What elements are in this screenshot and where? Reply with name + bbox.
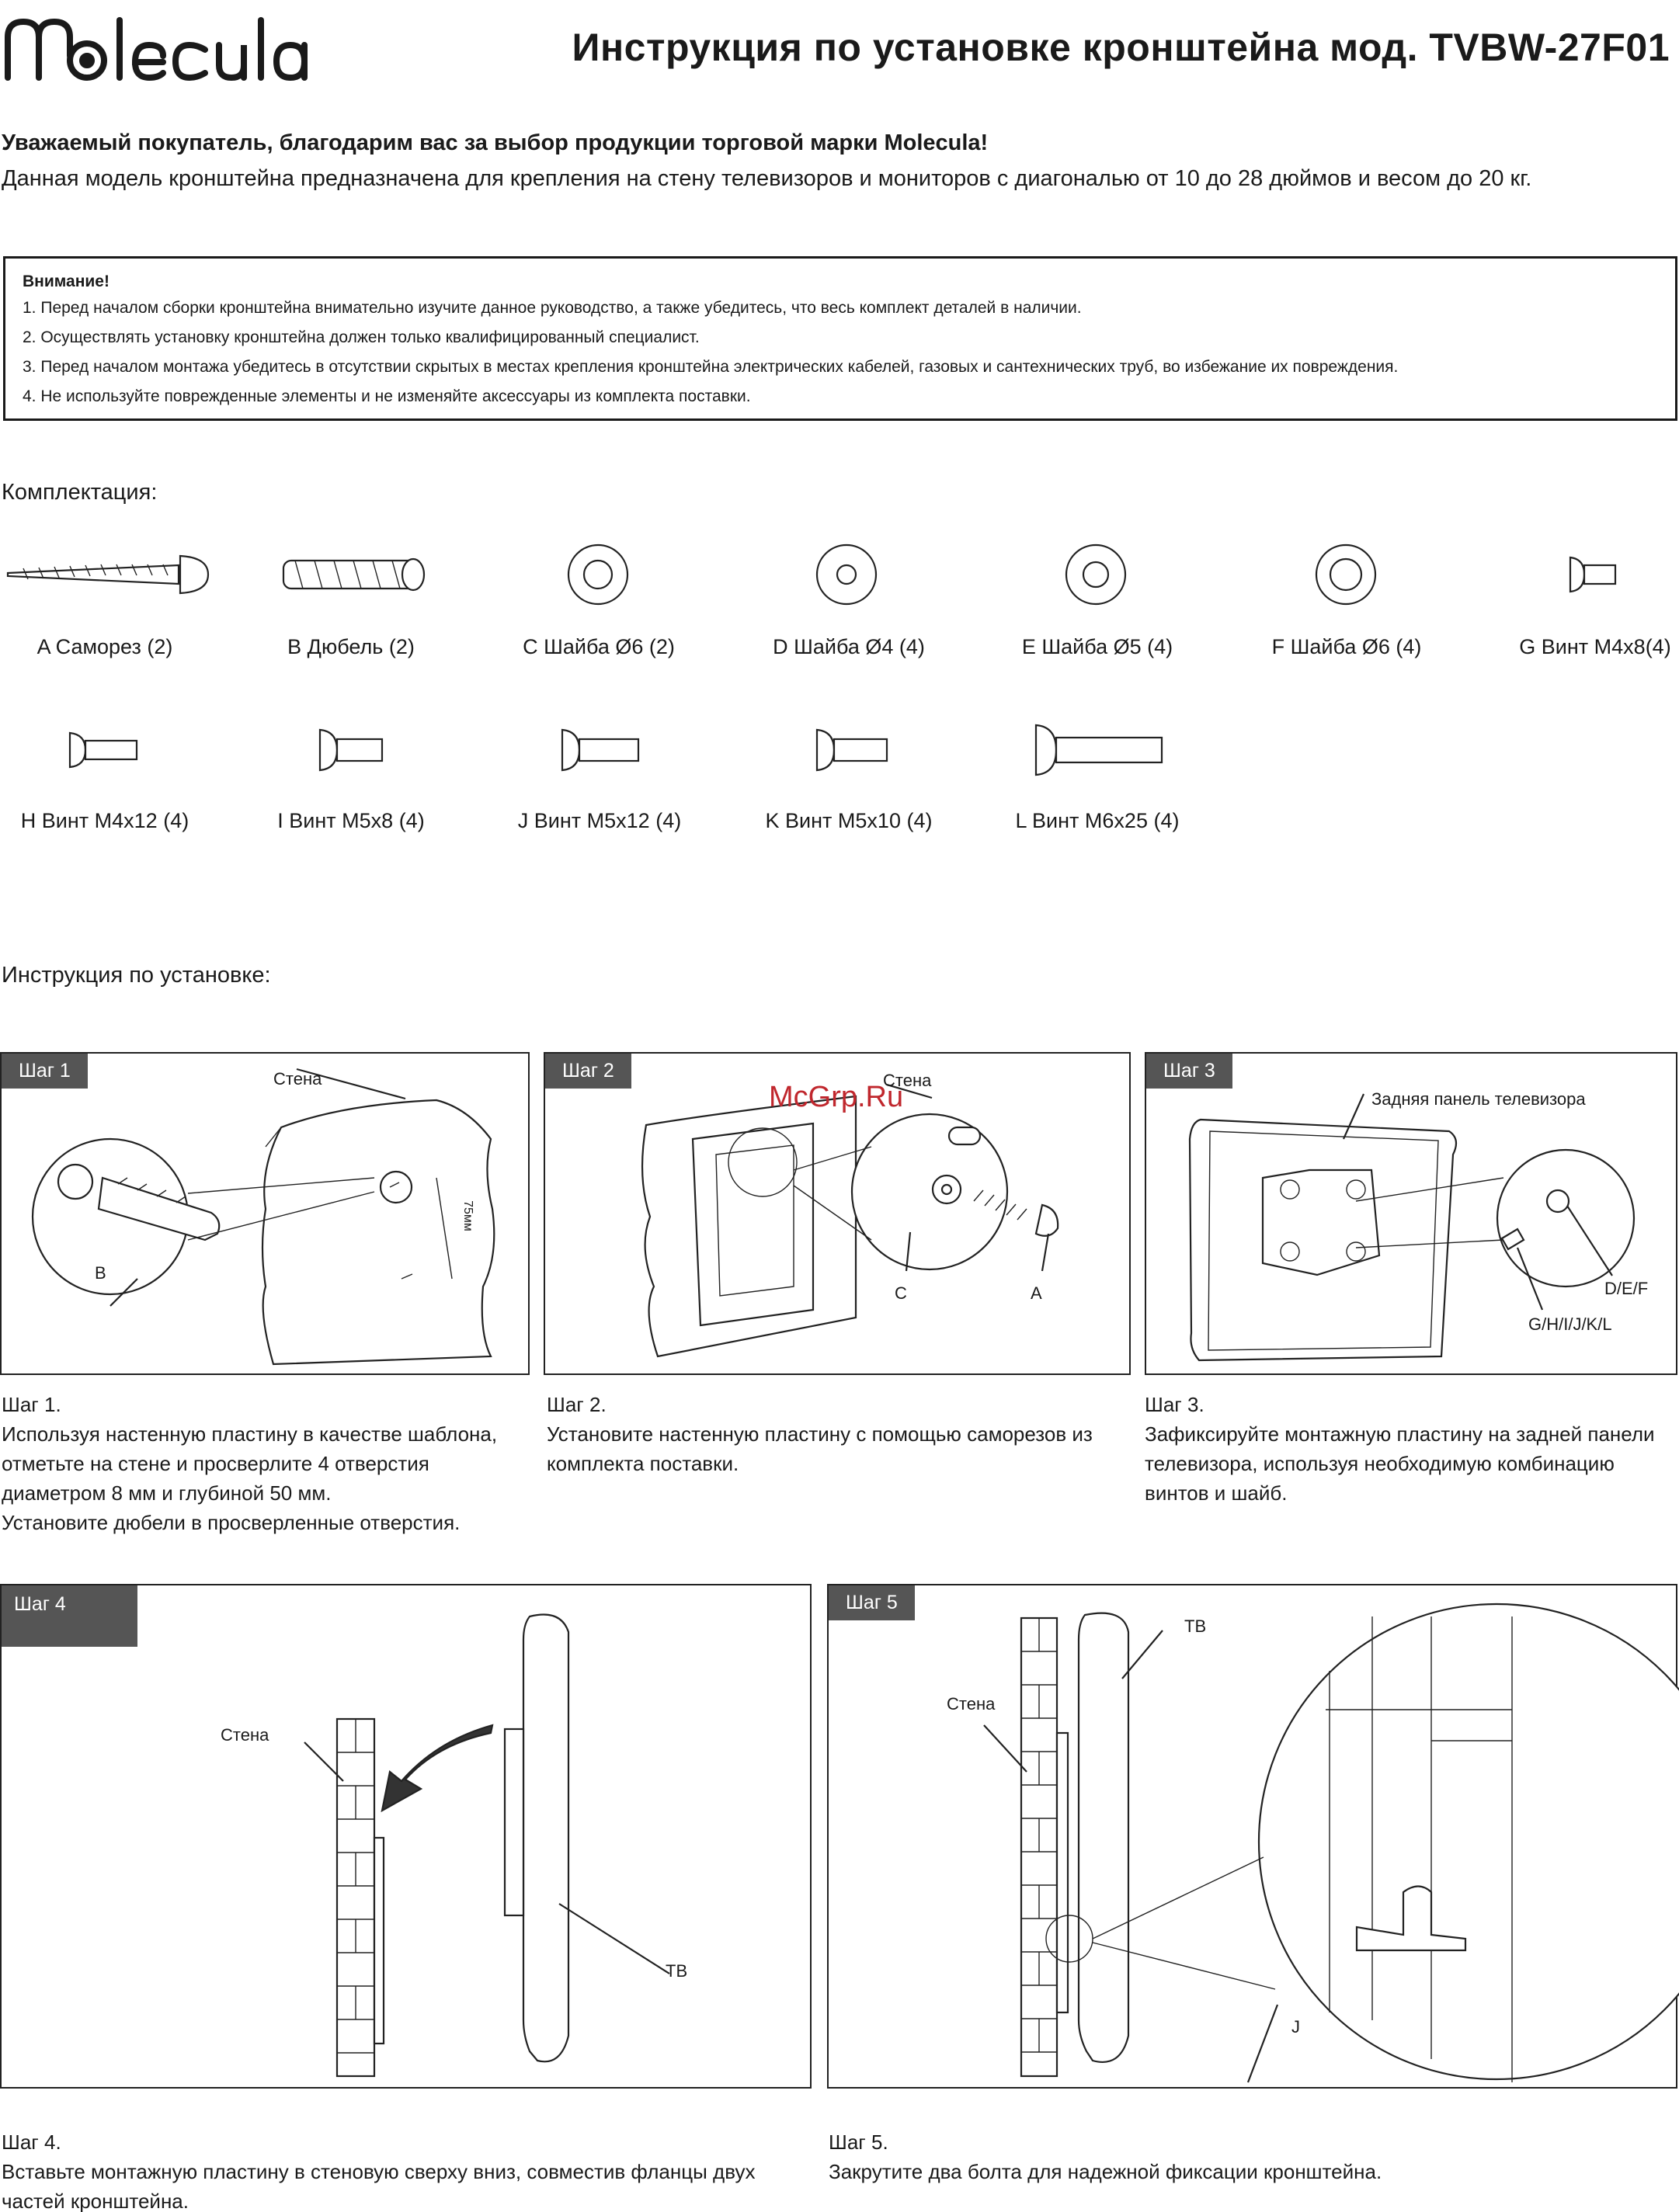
washer-icon: [817, 545, 876, 604]
step-title: Шаг 5.: [829, 2130, 888, 2154]
step-tab: Шаг 2: [545, 1054, 631, 1089]
step-tab: Шаг 3: [1146, 1054, 1232, 1089]
bolt-icon: [70, 733, 137, 767]
step-5-panel: [827, 1584, 1677, 2089]
warning-item: 4. Не используйте поврежденные элементы и не изменяйте аксессуары из комплекта поставки.: [23, 387, 751, 405]
part-label: L Винт M6x25 (4): [1015, 809, 1180, 832]
watermark: McGrp.Ru: [769, 1081, 904, 1113]
step-5-caption: [829, 2127, 1675, 2186]
step-tab: Шаг 1: [2, 1054, 88, 1089]
step-5-diagram: [829, 1585, 1679, 2090]
bolt-icon: [320, 730, 382, 770]
step-4-diagram: [2, 1585, 813, 2090]
part-label: A Саморез (2): [36, 635, 173, 658]
step-text-line: отметьте на стене и просверлите 4 отверстия: [2, 1452, 429, 1475]
callout-wall: Стена: [273, 1069, 322, 1089]
callout-def: D/E/F: [1604, 1279, 1649, 1298]
warning-item: 2. Осуществлять установку кронштейна должен только квалифицированный специалист.: [23, 328, 700, 346]
step-text-line: Зафиксируйте монтажную пластину на задней панели: [1145, 1422, 1655, 1446]
callout-tv: ТВ: [666, 1961, 688, 1981]
step-1-caption: [2, 1390, 530, 1537]
part-label: B Дюбель (2): [287, 635, 415, 658]
step-text-line: Закрутите два болта для надежной фиксации кронштейна.: [829, 2160, 1382, 2183]
callout-wall: Стена: [947, 1694, 996, 1714]
part-label: G Винт M4x8(4): [1519, 635, 1671, 658]
step-text-line: телевизора, используя необходимую комбинацию: [1145, 1452, 1615, 1475]
callout-ghijkl: G/H/I/J/K/L: [1528, 1314, 1612, 1334]
part-label: C Шайба Ø6 (2): [523, 635, 675, 658]
callout-wall: Стена: [883, 1071, 932, 1090]
step-text-line: Используя настенную пластину в качестве шаблона,: [2, 1422, 498, 1446]
step-4-caption: [2, 2127, 817, 2212]
step-4-panel: [0, 1584, 812, 2089]
callout-panel: Задняя панель телевизора: [1371, 1089, 1586, 1109]
install-heading: Инструкция по установке:: [2, 963, 271, 988]
callout-dim: 75мм: [461, 1200, 474, 1231]
warning-item: 3. Перед началом монтажа убедитесь в отсутствии скрытых в местах крепления кронштейна электрических кабелей, газовых и сантехнических труб, во избежание их повреждения.: [23, 358, 1399, 376]
part-label: H Винт M4x12 (4): [20, 809, 189, 832]
callout-tv: ТВ: [1184, 1616, 1207, 1636]
step-title: Шаг 4.: [2, 2130, 61, 2154]
step-1-panel: [0, 1052, 530, 1375]
step-2-caption: [547, 1390, 1137, 1478]
parts-illustrations: [0, 0, 1679, 854]
callout-b: B: [95, 1263, 106, 1283]
step-1-diagram: [2, 1054, 531, 1377]
washer-icon: [1316, 545, 1375, 604]
bolt-icon: [817, 730, 887, 770]
step-text-line: частей кронштейна.: [2, 2189, 189, 2212]
document-title: Инструкция по установке кронштейна мод. TVBW-27F01: [572, 26, 1670, 69]
step-text-line: Установите дюбели в просверленные отверстия.: [2, 1511, 461, 1534]
part-label: E Шайба Ø5 (4): [1021, 635, 1173, 658]
step-title: Шаг 2.: [547, 1393, 607, 1416]
bolt-icon: [1036, 725, 1162, 775]
step-text-line: комплекта поставки.: [547, 1452, 739, 1475]
step-text-line: Вставьте монтажную пластину в стеновую сверху вниз, совместив фланцы двух: [2, 2160, 756, 2183]
intro-text: Данная модель кронштейна предназначена для крепления на стену телевизоров и мониторов с диагональю от 10 до 28 дюймов и весом до 20 кг.: [2, 166, 1532, 191]
bolt-icon: [562, 730, 638, 770]
step-3-panel: [1145, 1052, 1677, 1375]
step-text-line: винтов и шайб.: [1145, 1481, 1288, 1505]
screw-icon: [8, 556, 208, 593]
part-label: K Винт M5x10 (4): [765, 809, 933, 832]
step-tab: Шаг 4: [2, 1585, 137, 1647]
callout-j: J: [1291, 2017, 1300, 2037]
washer-icon: [568, 545, 627, 604]
step-3-caption: [1145, 1390, 1677, 1508]
part-label: I Винт M5x8 (4): [277, 809, 425, 832]
warning-title: Внимание!: [23, 273, 110, 290]
step-title: Шаг 3.: [1145, 1393, 1204, 1416]
dowel-icon: [283, 559, 424, 590]
callout-wall: Стена: [221, 1725, 269, 1745]
bolt-icon: [1570, 557, 1615, 592]
washer-icon: [1066, 545, 1125, 604]
callout-c: C: [895, 1283, 907, 1303]
step-text-line: Установите настенную пластину с помощью саморезов из: [547, 1422, 1093, 1446]
step-tab: Шаг 5: [829, 1585, 915, 1620]
part-label: J Винт M5x12 (4): [517, 809, 682, 832]
part-label: D Шайба Ø4 (4): [773, 635, 925, 658]
parts-heading: Комплектация:: [2, 480, 158, 505]
greeting-text: Уважаемый покупатель, благодарим вас за выбор продукции торговой марки Molecula!: [2, 130, 989, 155]
part-label: F Шайба Ø6 (4): [1271, 635, 1422, 658]
step-text-line: диаметром 8 мм и глубиной 50 мм.: [2, 1481, 332, 1505]
step-title: Шаг 1.: [2, 1393, 61, 1416]
warning-item: 1. Перед началом сборки кронштейна внимательно изучите данное руководство, а также убедитесь, что весь комплект деталей в наличии.: [23, 299, 1082, 317]
callout-a: A: [1031, 1283, 1042, 1303]
